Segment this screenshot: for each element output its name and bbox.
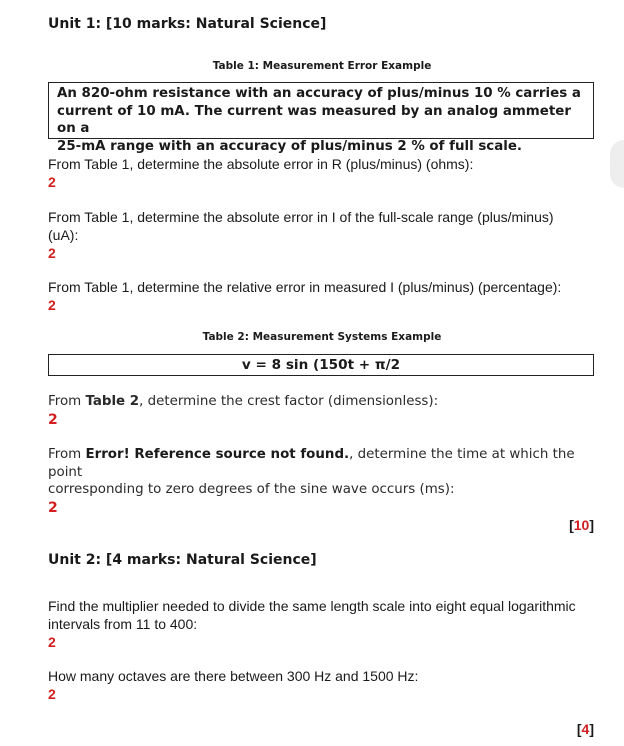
question-1-5 xyxy=(48,446,608,517)
marks-open-bracket: [ xyxy=(576,721,582,737)
answer-value: 2 xyxy=(48,499,58,516)
marks-close-bracket: ] xyxy=(589,517,594,533)
answer-value: 2 xyxy=(48,634,56,650)
answer-value: 2 xyxy=(48,411,58,428)
question-text-line-2: (uA): xyxy=(48,227,79,243)
question-text: From Table 1, determine the relative error in measured I (plus/minus) (percentage): xyxy=(48,279,562,295)
marks-value: 10 xyxy=(573,517,590,533)
table-1-box xyxy=(48,82,594,154)
question-1-3 xyxy=(48,278,608,314)
question-text: From Table 1, determine the absolute error in R (plus/minus) (ohms): xyxy=(48,156,474,172)
marks-open-bracket: [ xyxy=(569,517,574,533)
answer-value: 2 xyxy=(48,245,56,261)
question-text-line-2: corresponding to zero degrees of the sine wave occurs (ms): xyxy=(48,482,455,497)
table-1-caption: Table 1: Measurement Error Example xyxy=(212,60,432,72)
unit-1-title: Unit 1: [10 marks: Natural Science] xyxy=(48,16,327,32)
question-text xyxy=(48,393,608,411)
question-1-4 xyxy=(48,393,608,429)
table-2-equation: v = 8 sin (150t + π/2 xyxy=(241,357,401,373)
answer-value: 2 xyxy=(48,686,56,702)
error-reference: Error! Reference source not found. xyxy=(85,447,350,462)
unit-2-title: Unit 2: [4 marks: Natural Science] xyxy=(48,552,317,568)
unit-1-marks xyxy=(569,516,594,534)
question-suffix: , determine the time at which the point xyxy=(48,447,575,480)
table-1-line-1: An 820-ohm resistance with an accuracy of plus/minus 10 % carries a xyxy=(57,86,581,101)
table-2-caption: Table 2: Measurement Systems Example xyxy=(202,331,442,343)
question-1-1 xyxy=(48,155,608,191)
question-suffix: , determine the crest factor (dimensionless): xyxy=(139,394,439,409)
question-2-1 xyxy=(48,597,608,651)
page-side-tab xyxy=(610,140,624,188)
question-text-line-2: intervals from 11 to 400: xyxy=(48,616,198,632)
table-reference: Table 2 xyxy=(85,394,140,409)
table-1-line-2: current of 10 mA. The current was measured by an analog ammeter on a xyxy=(57,103,571,136)
question-text: How many octaves are there between 300 Hz and 1500 Hz: xyxy=(48,668,419,684)
question-prefix: From xyxy=(48,394,86,409)
question-2-2 xyxy=(48,667,608,703)
marks-close-bracket: ] xyxy=(589,721,594,737)
question-text-line-1 xyxy=(48,446,608,481)
question-text-line-1: Find the multiplier needed to divide the same length scale into eight equal logarithmic xyxy=(48,598,576,614)
question-prefix: From xyxy=(48,447,86,462)
question-text-line-1: From Table 1, determine the absolute error in I of the full-scale range (plus/minus) xyxy=(48,209,554,225)
unit-2-marks xyxy=(577,720,594,738)
table-1-line-3: 25-mA range with an accuracy of plus/minus 2 % of full scale. xyxy=(57,138,523,154)
question-1-2 xyxy=(48,208,608,262)
table-2-box xyxy=(48,354,594,376)
answer-value: 2 xyxy=(48,297,56,313)
answer-value: 2 xyxy=(48,174,56,190)
marks-value: 4 xyxy=(581,721,590,737)
